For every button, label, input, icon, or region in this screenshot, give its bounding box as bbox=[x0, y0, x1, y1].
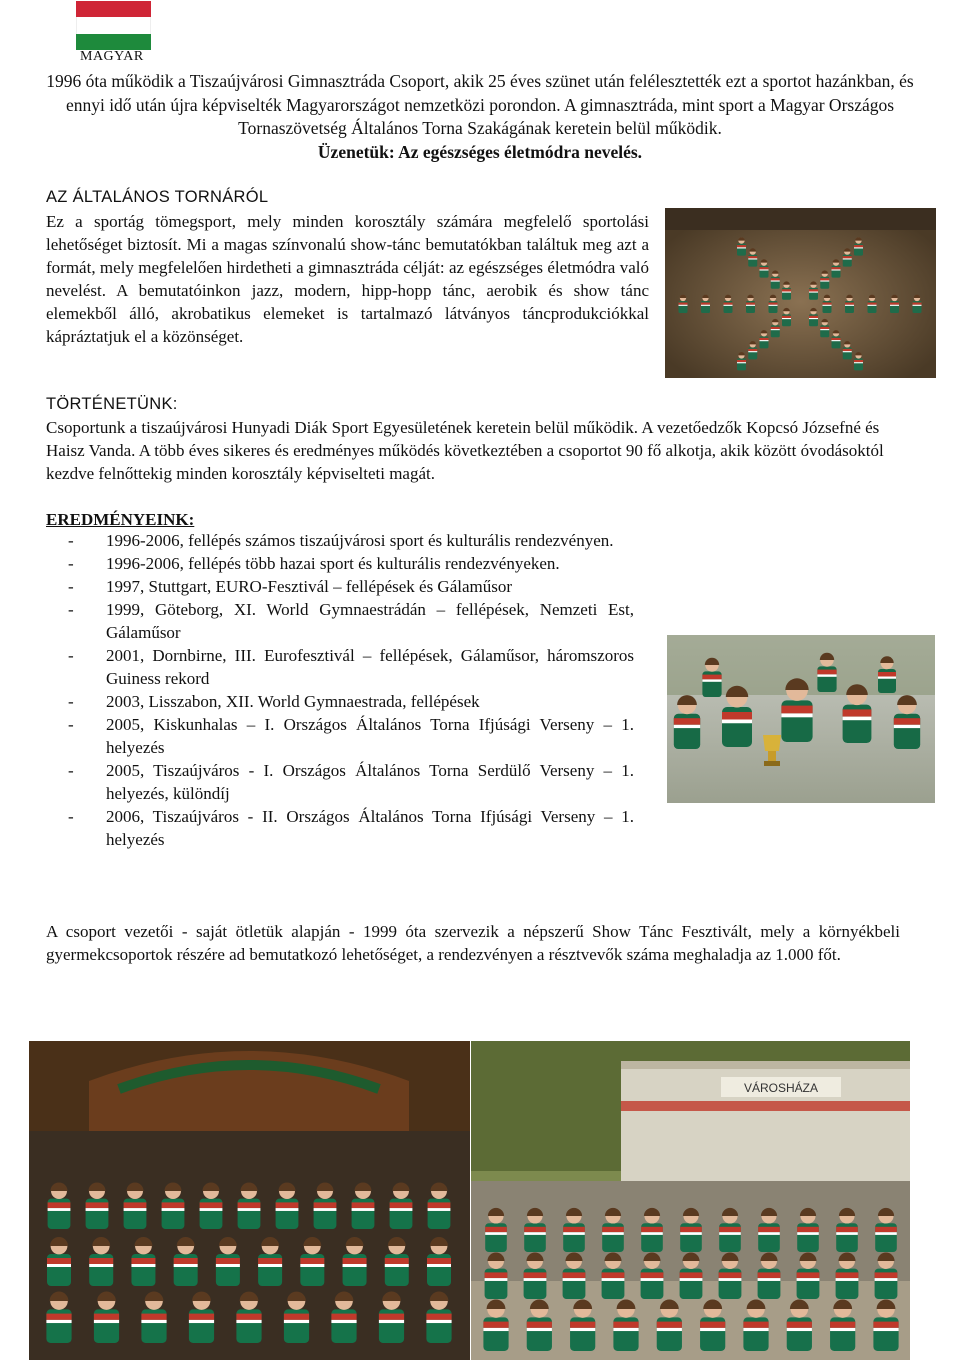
person-figure bbox=[809, 281, 818, 299]
person-figure bbox=[787, 1300, 812, 1351]
person-figure bbox=[782, 281, 791, 299]
person-figure bbox=[760, 259, 769, 277]
person-figure bbox=[141, 1292, 166, 1343]
person-figure bbox=[836, 1252, 859, 1299]
person-figure bbox=[797, 1252, 820, 1299]
bullet-dash: - bbox=[68, 554, 74, 573]
result-item bbox=[46, 575, 634, 598]
person-figure bbox=[724, 295, 733, 313]
town-hall-sign: VÁROSHÁZA bbox=[743, 1081, 819, 1095]
person-figure bbox=[854, 352, 863, 370]
person-figure bbox=[426, 1292, 451, 1343]
festival-text: A csoport vezetői - saját ötletük alapján - 1999 óta szervezik a népszerű Show Tánc Fesztivált, mely a környékbeli gyermekcsoportok részére ad bemutatkozó lehetőséget, a rendezvényen a résztvevők száma meghaladja az 1.000 főt. bbox=[46, 922, 900, 964]
person-figure bbox=[216, 1237, 240, 1286]
bullet-dash: - bbox=[68, 692, 74, 711]
person-figure bbox=[719, 1252, 742, 1299]
person-figure bbox=[131, 1237, 155, 1286]
person-figure bbox=[46, 1292, 71, 1343]
person-figure bbox=[769, 295, 778, 313]
person-figure bbox=[641, 1208, 663, 1252]
flag-stripe-red bbox=[76, 1, 151, 17]
person-figure bbox=[820, 270, 829, 288]
person-figure bbox=[390, 1182, 413, 1229]
result-text: 1996-2006, fellépés több hazai sport és kulturális rendezvényeken. bbox=[106, 554, 560, 573]
person-figure bbox=[200, 1182, 223, 1229]
person-figure bbox=[379, 1292, 404, 1343]
trophy-photo bbox=[667, 635, 935, 803]
person-figure bbox=[570, 1300, 595, 1351]
intro-text: 1996 óta működik a Tiszaújvárosi Gimnasztráda Csoport, akik 25 éves szünet után felélesztették ezt a sportot hazánkban, és ennyi idő után újra képviselték Magyarországot nemzetközi porondon. A gimnasztráda, mint sport a Magyar Országos Tornaszövetség Általános Torna Szakágának keretein belül működik. bbox=[46, 71, 914, 138]
bullet-dash: - bbox=[68, 715, 74, 734]
bullet-dash: - bbox=[68, 531, 74, 550]
person-figure bbox=[524, 1252, 547, 1299]
person-figure bbox=[680, 1252, 703, 1299]
result-item bbox=[46, 598, 634, 644]
person-figure bbox=[758, 1208, 780, 1252]
formation-photo bbox=[665, 208, 936, 378]
result-text: 2006, Tiszaújváros - II. Országos Általános Torna Ifjúsági Verseny – 1. helyezés bbox=[106, 807, 634, 849]
bullet-dash: - bbox=[68, 807, 74, 826]
flag-label: MAGYAR bbox=[80, 49, 144, 64]
person-figure bbox=[843, 248, 852, 266]
result-item bbox=[46, 644, 634, 690]
person-figure bbox=[48, 1182, 71, 1229]
person-figure bbox=[352, 1182, 375, 1229]
person-figure bbox=[913, 295, 922, 313]
person-figure bbox=[238, 1182, 261, 1229]
result-item bbox=[46, 805, 634, 851]
person-figure bbox=[894, 695, 920, 749]
history-section bbox=[46, 393, 912, 485]
person-figure bbox=[832, 330, 841, 348]
person-figure bbox=[47, 1237, 71, 1286]
person-figure bbox=[832, 259, 841, 277]
person-figure bbox=[781, 678, 812, 742]
person-figure bbox=[873, 1300, 898, 1351]
person-figure bbox=[782, 308, 791, 326]
person-figure bbox=[797, 1208, 819, 1252]
group-townhall-photo bbox=[471, 1041, 910, 1360]
person-figure bbox=[485, 1252, 508, 1299]
person-figure bbox=[680, 1208, 702, 1252]
person-figure bbox=[485, 1208, 507, 1252]
result-text: 2001, Dornbirne, III. Eurofesztivál – fellépések, Gálaműsor, háromszoros Guiness rekord bbox=[106, 646, 634, 688]
result-text: 1999, Göteborg, XI. World Gymnaestrádán – fellépések, Nemzeti Est, Gálaműsor bbox=[106, 600, 634, 642]
bullet-dash: - bbox=[68, 646, 74, 665]
person-figure bbox=[657, 1300, 682, 1351]
person-figure bbox=[702, 658, 721, 697]
festival-section bbox=[46, 920, 900, 966]
person-figure bbox=[563, 1252, 586, 1299]
person-figure bbox=[258, 1237, 282, 1286]
person-figure bbox=[748, 341, 757, 359]
person-figure bbox=[162, 1182, 185, 1229]
person-figure bbox=[875, 1252, 898, 1299]
general-section bbox=[46, 186, 649, 348]
person-figure bbox=[174, 1237, 198, 1286]
person-figure bbox=[836, 1208, 858, 1252]
flag-stripe-green bbox=[76, 34, 151, 50]
person-figure bbox=[276, 1182, 299, 1229]
person-figure bbox=[300, 1237, 324, 1286]
result-item bbox=[46, 713, 634, 759]
person-figure bbox=[843, 341, 852, 359]
person-figure bbox=[830, 1300, 855, 1351]
person-figure bbox=[737, 237, 746, 255]
person-figure bbox=[679, 295, 688, 313]
person-figure bbox=[722, 686, 752, 747]
results-list bbox=[46, 529, 634, 851]
person-figure bbox=[674, 695, 700, 749]
person-figure bbox=[809, 308, 818, 326]
person-figure bbox=[719, 1208, 741, 1252]
person-figure bbox=[94, 1292, 119, 1343]
person-figure bbox=[331, 1292, 356, 1343]
person-figure bbox=[427, 1237, 451, 1286]
person-figure bbox=[343, 1237, 367, 1286]
result-item bbox=[46, 552, 634, 575]
intro-motto: Üzenetük: Az egészséges életmódra nevelés. bbox=[317, 141, 643, 162]
group-indoor-photo bbox=[29, 1041, 470, 1360]
general-text: Ez a sportág tömegsport, mely minden korosztály számára megfelelő sportolási lehetőséget biztosít. Mi a magas színvonalú show-tánc bemutatókban találtuk meg azt a formát, mely megfelelően hirdetheti a gimnasztráda célját: az egészséges életmódra való nevelést. A bemutatóinkon jazz, modern, hipp-hopp tánc, aerobik és show tánc elemekből álló, akrobatikus elemeket is tartalmazó látványos táncprodukciókkal kápráztatjuk el a közönséget. bbox=[46, 212, 649, 346]
result-item bbox=[46, 529, 634, 552]
person-figure bbox=[385, 1237, 409, 1286]
person-figure bbox=[878, 656, 896, 693]
bullet-dash: - bbox=[68, 577, 74, 596]
person-figure bbox=[843, 684, 872, 743]
result-text: 2005, Tiszaújváros - I. Országos Általános Torna Serdülő Verseny – 1. helyezés, különdíj bbox=[106, 761, 634, 803]
flag-stripe-white bbox=[76, 17, 151, 33]
results-heading: EREDMÉNYEINK: bbox=[46, 510, 195, 529]
person-figure bbox=[771, 319, 780, 337]
result-text: 2005, Kiskunhalas – I. Országos Általános Torna Ifjúsági Verseny – 1. helyezés bbox=[106, 715, 634, 757]
person-figure bbox=[743, 1300, 768, 1351]
person-figure bbox=[124, 1182, 147, 1229]
hungarian-flag-icon bbox=[76, 1, 151, 50]
result-text: 2003, Lisszabon, XII. World Gymnaestrada, fellépések bbox=[106, 692, 480, 711]
person-figure bbox=[760, 330, 769, 348]
person-figure bbox=[820, 319, 829, 337]
person-figure bbox=[890, 295, 899, 313]
person-figure bbox=[89, 1237, 113, 1286]
person-figure bbox=[758, 1252, 781, 1299]
person-figure bbox=[700, 1300, 725, 1351]
result-item bbox=[46, 759, 634, 805]
bullet-dash: - bbox=[68, 600, 74, 619]
person-figure bbox=[868, 295, 877, 313]
person-figure bbox=[86, 1182, 109, 1229]
person-figure bbox=[854, 237, 863, 255]
history-text: Csoportunk a tiszaújvárosi Hunyadi Diák Sport Egyesületének keretein belül működik. A vezetőedzők Kopcsó Józsefné és Haisz Vanda. A több éves sikeres és eredményes működés következtében a csoportot 90 fő alkotja, akik között óvodásoktól kezdve felnőttekig minden korosztály képviselteti magát. bbox=[46, 418, 884, 483]
person-figure bbox=[524, 1208, 546, 1252]
person-figure bbox=[527, 1300, 552, 1351]
person-figure bbox=[641, 1252, 664, 1299]
person-figure bbox=[563, 1208, 585, 1252]
person-figure bbox=[236, 1292, 261, 1343]
person-figure bbox=[613, 1300, 638, 1351]
person-figure bbox=[483, 1300, 508, 1351]
result-text: 1997, Stuttgart, EURO-Fesztivál – fellépések és Gálaműsor bbox=[106, 577, 513, 596]
person-figure bbox=[817, 653, 836, 692]
person-figure bbox=[284, 1292, 309, 1343]
trophy-cup-icon bbox=[763, 735, 781, 766]
history-heading: TÖRTÉNETÜNK: bbox=[46, 395, 178, 413]
person-figure bbox=[845, 295, 854, 313]
result-text: 1996-2006, fellépés számos tiszaújvárosi sport és kulturális rendezvényen. bbox=[106, 531, 614, 550]
intro-section bbox=[28, 70, 932, 164]
person-figure bbox=[602, 1252, 625, 1299]
general-heading: AZ ÁLTALÁNOS TORNÁRÓL bbox=[46, 188, 269, 206]
person-figure bbox=[737, 352, 746, 370]
person-figure bbox=[746, 295, 755, 313]
person-figure bbox=[314, 1182, 337, 1229]
person-figure bbox=[771, 270, 780, 288]
person-figure bbox=[189, 1292, 214, 1343]
person-figure bbox=[701, 295, 710, 313]
person-figure bbox=[875, 1208, 897, 1252]
result-item bbox=[46, 690, 634, 713]
person-figure bbox=[602, 1208, 624, 1252]
person-figure bbox=[823, 295, 832, 313]
person-figure bbox=[428, 1182, 451, 1229]
person-figure bbox=[748, 248, 757, 266]
bullet-dash: - bbox=[68, 761, 74, 780]
